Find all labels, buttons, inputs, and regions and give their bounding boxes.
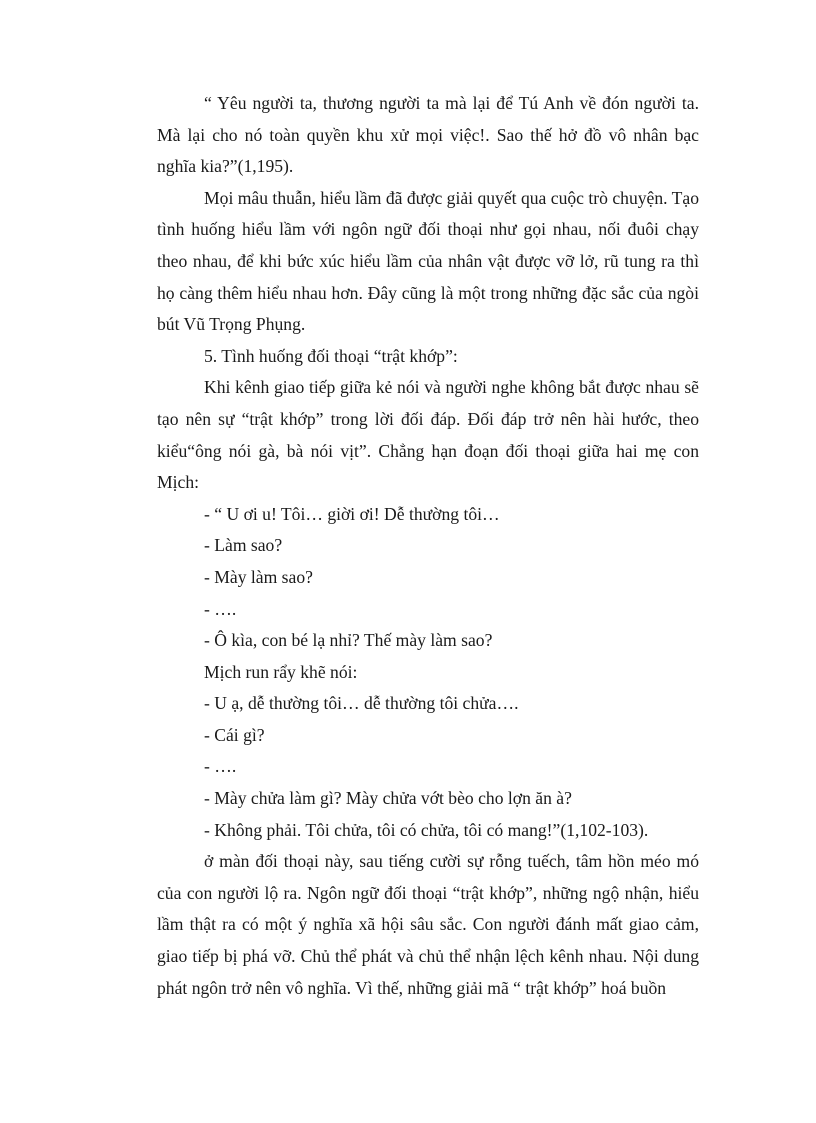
paragraph-misunderstanding: Mọi mâu thuẫn, hiểu lầm đã được giải quyết qua cuộc trò chuyện. Tạo tình huống hiểu lầm với ngôn ngữ đối thoại như gọi nhau, nối đuôi chạy theo nhau, để khi bức xúc hiểu lầm của nhân vật được vỡ lở, rũ tung ra thì họ càng thêm hiểu nhau hơn. Đây cũng là một trong những đặc sắc của ngòi bút Vũ Trọng Phụng. — [157, 187, 699, 335]
dialogue-line: - Làm sao? — [204, 535, 283, 556]
dialogue-line: - Mày chửa làm gì? Mày chửa vớt bèo cho lợn ăn à? — [204, 788, 572, 809]
document-body — [157, 88, 699, 1004]
dialogue-line: - Ô kìa, con bé lạ nhỉ? Thế mày làm sao? — [204, 630, 493, 651]
dialogue-line: - …. — [204, 598, 237, 619]
dialogue-line: - …. — [204, 756, 237, 777]
dialogue-line: - U ạ, dễ thường tôi… dễ thường tôi chửa…. — [204, 693, 519, 714]
dialogue-line: - Cái gì? — [204, 724, 265, 745]
dialogue-narration: Mịch run rẩy khẽ nói: — [204, 661, 358, 682]
paragraph-analysis: ở màn đối thoại này, sau tiếng cười sự rỗng tuếch, tâm hồn méo mó của con người lộ ra. Ngôn ngữ đối thoại “trật khớp”, những ngộ nhận, hiểu lầm thật ra có một ý nghĩa xã hội sâu sắc. Con người đánh mất giao cảm, giao tiếp bị phá vỡ. Chủ thể phát và chủ thể nhận lệch kênh nhau. Nội dung phát ngôn trở nên vô nghĩa. Vì thế, những giải mã “ trật khớp” hoá buồn — [157, 851, 699, 998]
paragraph-dislocated-dialogue: Khi kênh giao tiếp giữa kẻ nói và người nghe không bắt được nhau sẽ tạo nên sự “trật khớp” trong lời đối đáp. Đối đáp trở nên hài hước, theo kiểu“ông nói gà, bà nói vịt”. Chẳng hạn đoạn đối thoại giữa hai mẹ con Mịch: — [157, 377, 699, 493]
section-heading-5: 5. Tình huống đối thoại “trật khớp”: — [204, 345, 458, 366]
dialogue-line: - “ U ơi u! Tôi… giời ơi! Dễ thường tôi… — [204, 503, 500, 524]
paragraph-quote-tu-anh: “ Yêu người ta, thương người ta mà lại để Tú Anh về đón người ta. Mà lại cho nó toàn quyền khu xử mọi việc!. Sao thế hở đồ vô nhân bạc nghĩa kia?”(1,195). — [157, 93, 699, 177]
dialogue-line: - Không phải. Tôi chửa, tôi có chửa, tôi có mang!”(1,102-103). — [204, 819, 649, 840]
dialogue-line: - Mày làm sao? — [204, 566, 313, 587]
